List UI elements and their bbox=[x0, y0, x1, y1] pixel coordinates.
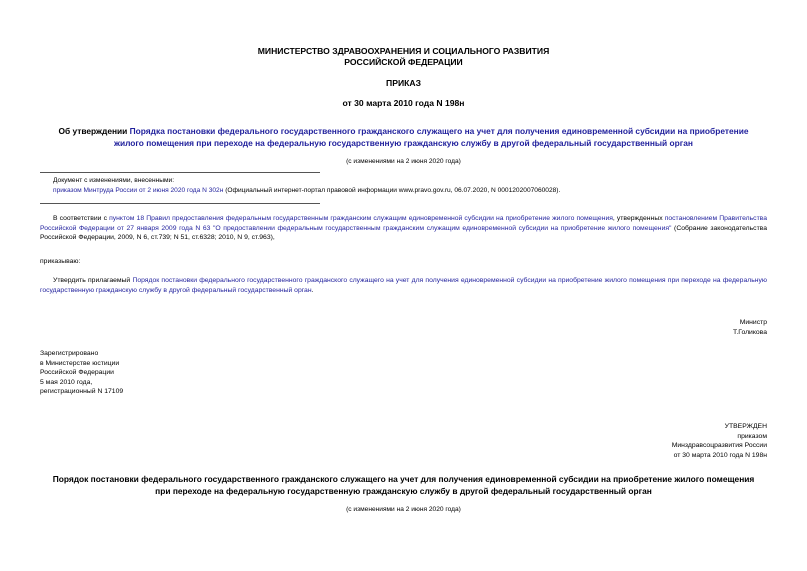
document-title bbox=[52, 125, 755, 149]
ministry-line-2: РОССИЙСКОЙ ФЕДЕРАЦИИ bbox=[344, 57, 463, 67]
procedure-title: Порядок постановки федерального государственного гражданского служащего на учет для получения единовременной субсидии на приобретение жилого помещения при переходе на федеральную государственную гражданскую службу в другой федеральный государственный орган bbox=[52, 474, 755, 496]
title-revision: (с изменениями на 2 июня 2020 года) bbox=[346, 158, 461, 165]
doc-type: ПРИКАЗ bbox=[386, 78, 421, 88]
divider-bottom bbox=[40, 203, 320, 204]
title-prefix: Об утверждении bbox=[58, 126, 130, 136]
ministry-header bbox=[150, 46, 657, 68]
signature-position: Министр bbox=[739, 319, 767, 326]
doc-date-number: от 30 марта 2010 года N 198н bbox=[342, 98, 465, 108]
changes-intro: Документ с изменениями, внесенными: bbox=[53, 177, 175, 184]
changes-source: (Официальный интернет-портал правовой информации www.pravo.gov.ru, 06.07.2020, N 0001202007060028). bbox=[223, 187, 561, 195]
divider-top bbox=[40, 172, 320, 173]
preamble-text-3: (Собрание законодательства Российской Федерации, 2009, N 6, ст.739; N 51, ст.6328; 2010, N 9, ст.963), bbox=[40, 224, 768, 242]
title-procedure-link[interactable]: Порядка постановки федерального государственного гражданского служащего на учет для получения единовременной субсидии на приобретение жилого помещения при переходе на федеральную государственную гражданскую службу в другой федеральный государственный орган bbox=[114, 126, 749, 148]
approved-line: УТВЕРЖДЕН bbox=[724, 423, 767, 430]
approve-procedure-link[interactable]: Порядок постановки федерального государственного гражданского служащего на учет для получения единовременной субсидии на приобретение жилого помещения при переходе на федеральную государственную гражданскую службу в другой федеральный государственный орган bbox=[40, 277, 768, 294]
registration-line: 5 мая 2010 года, bbox=[40, 378, 93, 386]
preamble-text-2: , утвержденных bbox=[612, 215, 665, 222]
preamble-text-1: В соответствии с bbox=[53, 215, 110, 222]
approve-text-1: Утвердить прилагаемый bbox=[53, 277, 133, 284]
approve-paragraph bbox=[40, 276, 767, 295]
signature-block bbox=[733, 318, 767, 337]
changes-order-link[interactable]: приказом Минтруда России от 2 июня 2020 года N 302н bbox=[53, 187, 224, 195]
signature-name: Т.Голикова bbox=[732, 328, 767, 336]
approved-line: Минздравсоцразвития России bbox=[671, 442, 767, 450]
approved-line: от 30 марта 2010 года N 198н bbox=[673, 451, 767, 459]
registration-line: в Министерстве юстиции bbox=[40, 359, 120, 367]
approve-text-2: . bbox=[311, 286, 314, 294]
registration-line: Российской Федерации bbox=[40, 369, 114, 377]
registration-line: регистрационный N 17109 bbox=[40, 388, 124, 396]
order-word: приказываю: bbox=[40, 258, 81, 265]
rules-point-18-link[interactable]: пунктом 18 Правил предоставления федеральным государственным гражданским служащим единовременной субсидии на приобретение жилого помещения bbox=[109, 215, 613, 222]
approved-line: приказом bbox=[737, 432, 767, 440]
procedure-revision: (с изменениями на 2 июня 2020 года) bbox=[346, 506, 461, 513]
approved-block bbox=[672, 422, 767, 460]
registration-line: Зарегистрировано bbox=[40, 350, 99, 357]
registration-block bbox=[40, 349, 123, 397]
changes-note bbox=[53, 176, 763, 196]
preamble-paragraph bbox=[40, 214, 767, 243]
ministry-line-1: МИНИСТЕРСТВО ЗДРАВООХРАНЕНИЯ И СОЦИАЛЬНОГО РАЗВИТИЯ bbox=[257, 46, 550, 56]
government-resolution-link[interactable]: постановлением Правительства Российской Федерации от 27 января 2009 года N 63 "О предоставлении федеральным государственным гражданским служащим единовременной субсидии на приобретение жилого помещения" bbox=[40, 215, 767, 232]
